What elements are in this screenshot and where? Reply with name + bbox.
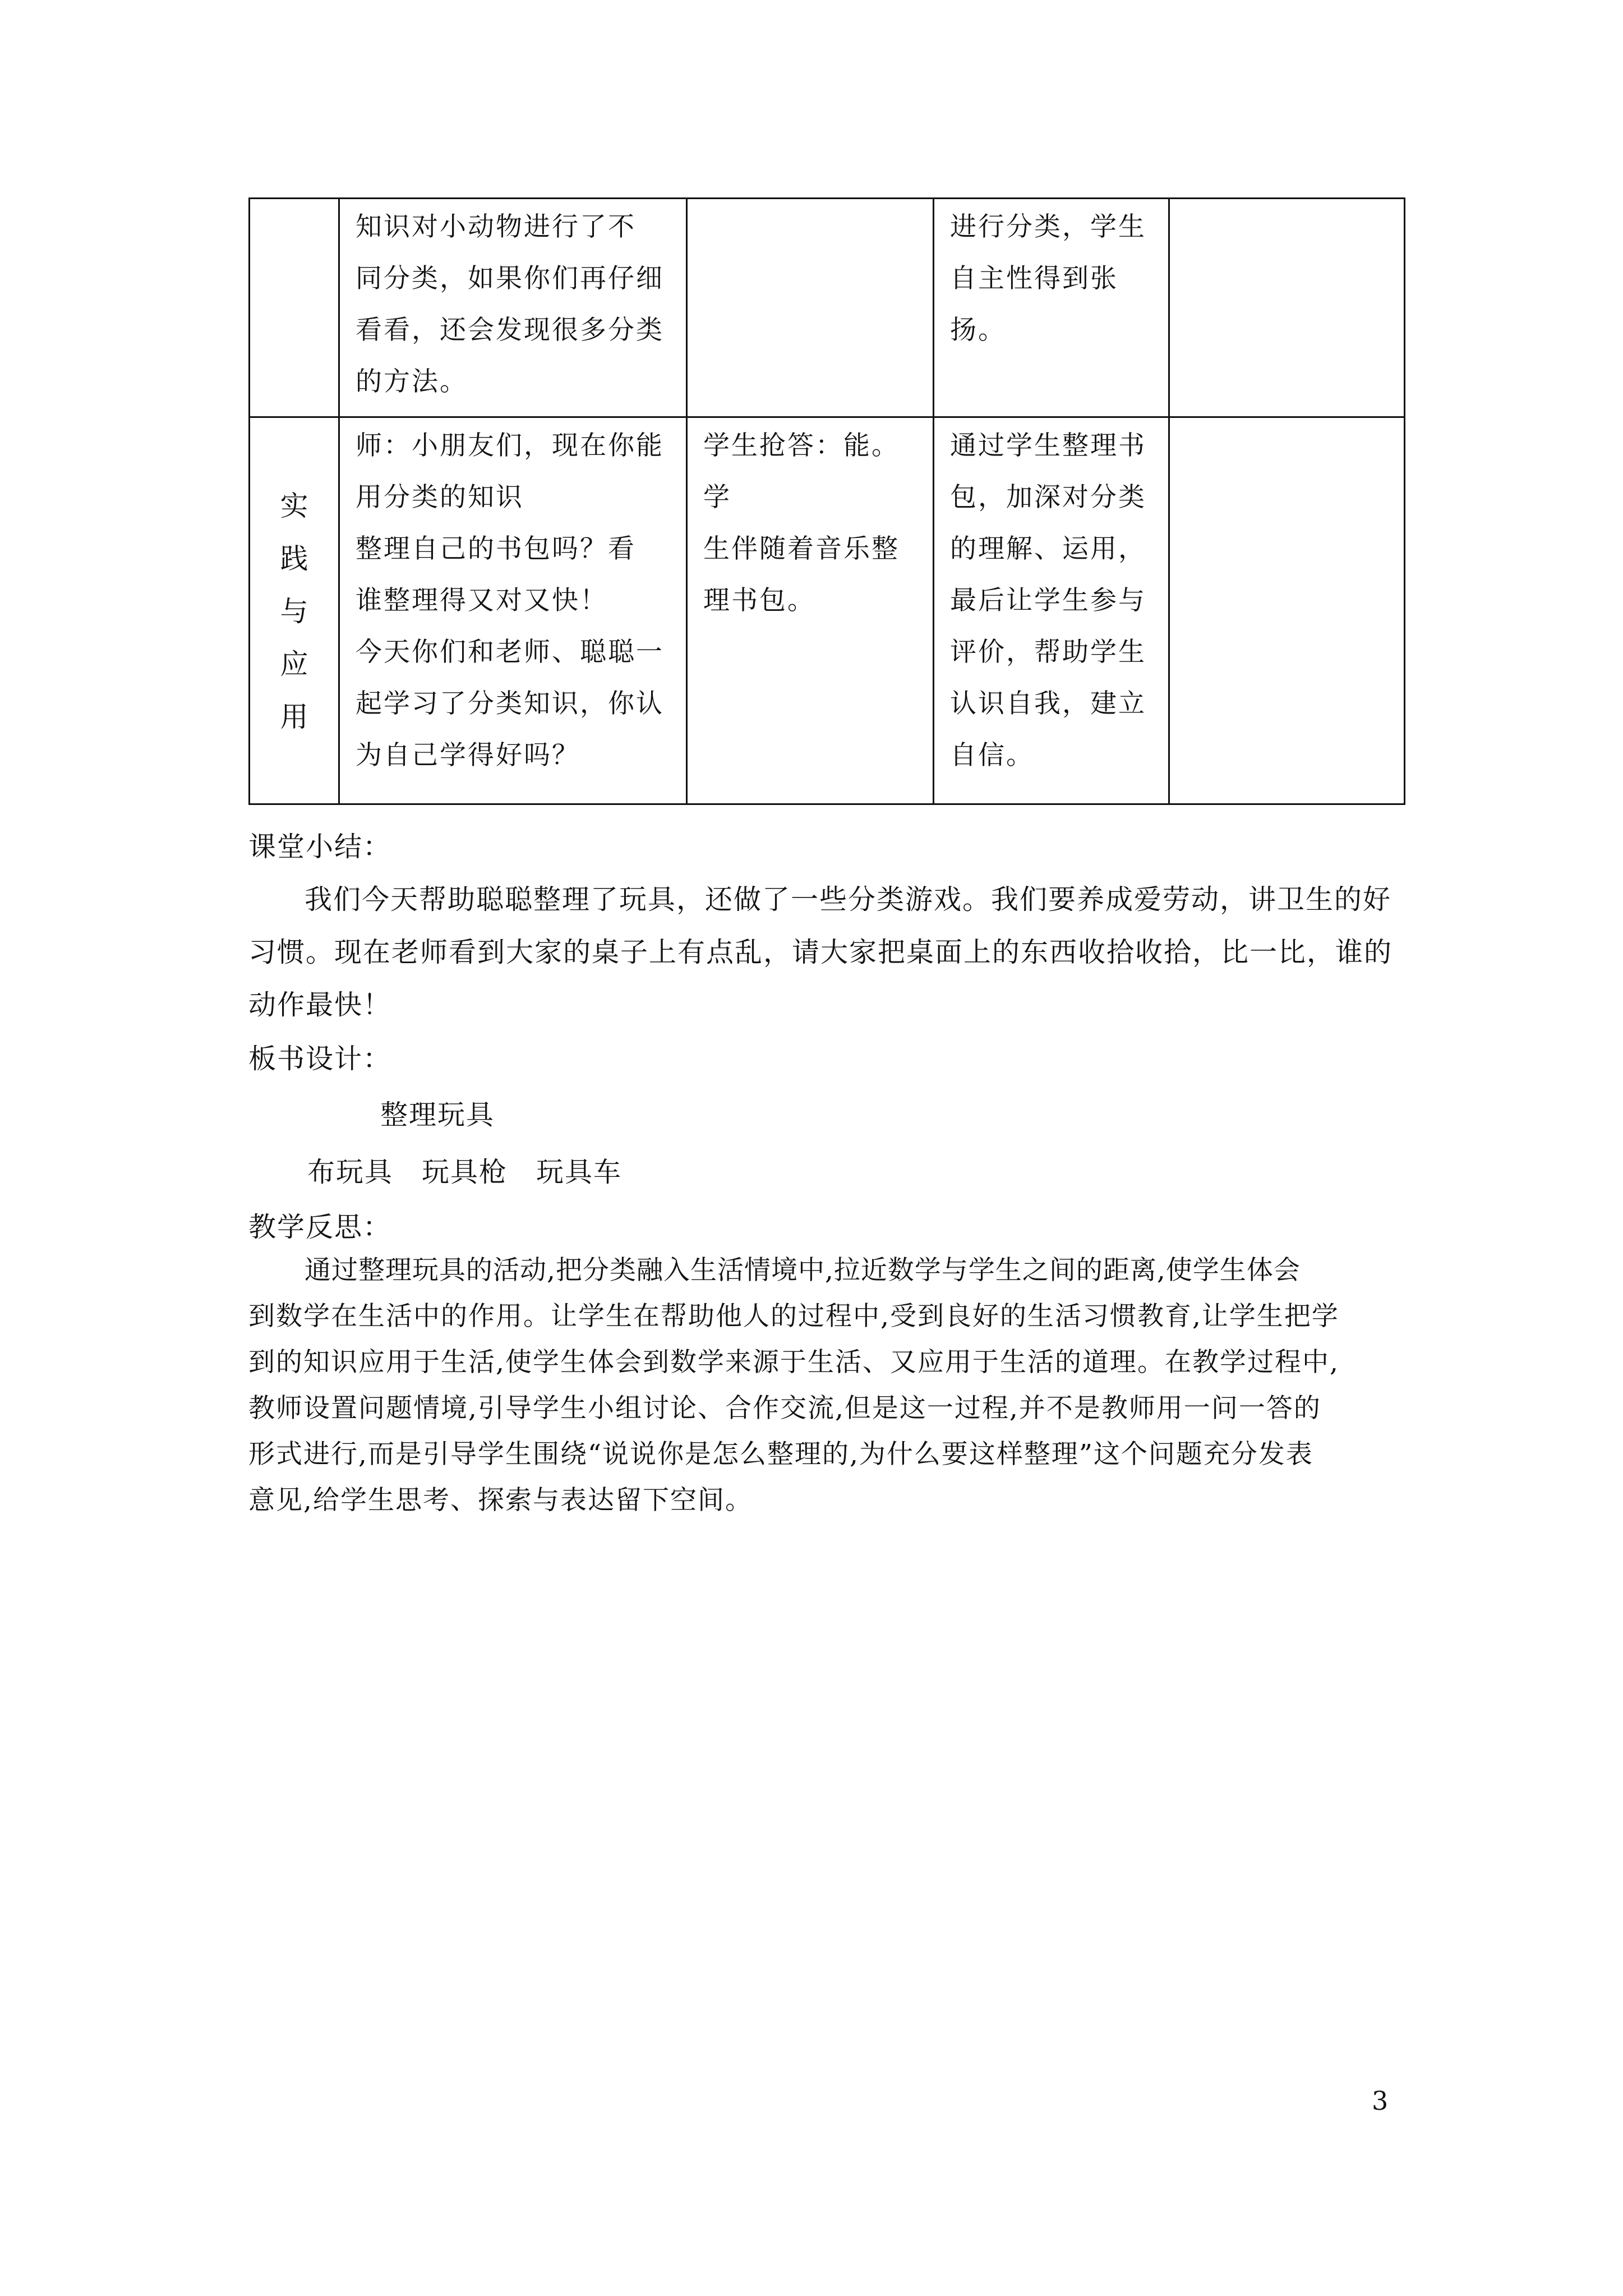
board-heading: 板书设计： bbox=[248, 1043, 392, 1075]
text-line: 认识自我，建立 bbox=[950, 688, 1146, 719]
board-items: 布玩具 玩具枪 玩具车 bbox=[307, 1156, 623, 1188]
text-line: 的理解、运用， bbox=[950, 533, 1146, 564]
text-line: 理书包。 bbox=[703, 585, 815, 616]
stage-char: 用 bbox=[280, 701, 308, 733]
text-line: 同分类，如果你们再仔细 bbox=[356, 263, 664, 294]
page-number: 3 bbox=[1372, 2086, 1389, 2116]
design-intent-cell bbox=[934, 199, 1169, 417]
text-line: 的方法。 bbox=[356, 366, 468, 397]
text-line: 谁整理得又对又快！ bbox=[356, 585, 608, 616]
text-line: 用分类的知识 bbox=[356, 482, 524, 513]
text-line: 起学习了分类知识，你认 bbox=[356, 688, 664, 719]
stage-char: 践 bbox=[280, 542, 308, 575]
summary-heading: 课堂小结： bbox=[248, 831, 392, 863]
table-row bbox=[250, 199, 1405, 417]
summary-line: 我们今天帮助聪聪整理了玩具，还做了一些分类游戏。我们要养成爱劳动，讲卫生的好 bbox=[305, 884, 1392, 915]
teacher-activity-cell bbox=[339, 417, 687, 804]
text-line: 通过学生整理书 bbox=[950, 430, 1146, 461]
text-line: 为自己学得好吗？ bbox=[356, 740, 580, 771]
reflection-line: 教师设置问题情境,引导学生小组讨论、合作交流,但是这一过程,并不是教师用一问一答的 bbox=[248, 1393, 1321, 1424]
text-line: 学生抢答：能。学 bbox=[703, 430, 900, 513]
text-line: 知识对小动物进行了不 bbox=[356, 211, 636, 242]
table-row bbox=[250, 417, 1405, 804]
student-activity-cell bbox=[687, 199, 934, 417]
summary-line: 动作最快！ bbox=[248, 989, 392, 1021]
stage-char: 实 bbox=[280, 490, 308, 522]
text-line: 最后让学生参与 bbox=[950, 585, 1146, 616]
text-line: 进行分类，学生 bbox=[950, 211, 1146, 242]
reflection-line: 通过整理玩具的活动,把分类融入生活情境中,拉近数学与学生之间的距离,使学生体会 bbox=[305, 1255, 1301, 1286]
reflection-line: 到的知识应用于生活,使学生体会到数学来源于生活、又应用于生活的道理。在教学过程中, bbox=[248, 1347, 1339, 1378]
reflection-line: 到数学在生活中的作用。让学生在帮助他人的过程中,受到良好的生活习惯教育,让学生把学 bbox=[248, 1301, 1339, 1332]
text-line: 自主性得到张扬。 bbox=[950, 263, 1118, 346]
stage-char: 与 bbox=[280, 595, 308, 628]
board-title: 整理玩具 bbox=[380, 1099, 495, 1131]
stage-char: 应 bbox=[280, 648, 308, 680]
text-line: 评价，帮助学生 bbox=[950, 637, 1146, 668]
note-cell bbox=[1169, 417, 1405, 804]
stage-cell bbox=[250, 417, 339, 804]
text-line: 包，加深对分类 bbox=[950, 482, 1146, 513]
lesson-table bbox=[248, 197, 1405, 805]
text-line: 生伴随着音乐整 bbox=[703, 533, 900, 564]
student-activity-cell bbox=[687, 417, 934, 804]
text-line: 今天你们和老师、聪聪一 bbox=[356, 637, 664, 668]
teacher-activity-cell bbox=[339, 199, 687, 417]
stage-cell bbox=[250, 199, 339, 417]
text-line: 自信。 bbox=[950, 740, 1034, 771]
reflection-line: 形式进行,而是引导学生围绕“说说你是怎么整理的,为什么要这样整理”这个问题充分发表 bbox=[248, 1439, 1313, 1470]
reflection-line: 意见,给学生思考、探索与表达留下空间。 bbox=[248, 1485, 753, 1516]
text-line: 师：小朋友们，现在你能 bbox=[356, 430, 664, 461]
design-intent-cell bbox=[934, 417, 1169, 804]
text-line: 看看，还会发现很多分类 bbox=[356, 315, 664, 346]
reflection-heading: 教学反思： bbox=[248, 1211, 392, 1243]
text-line: 整理自己的书包吗？看 bbox=[356, 533, 636, 564]
summary-line: 习惯。现在老师看到大家的桌子上有点乱，请大家把桌面上的东西收拾收拾，比一比，谁的 bbox=[248, 936, 1393, 968]
note-cell bbox=[1169, 199, 1405, 417]
